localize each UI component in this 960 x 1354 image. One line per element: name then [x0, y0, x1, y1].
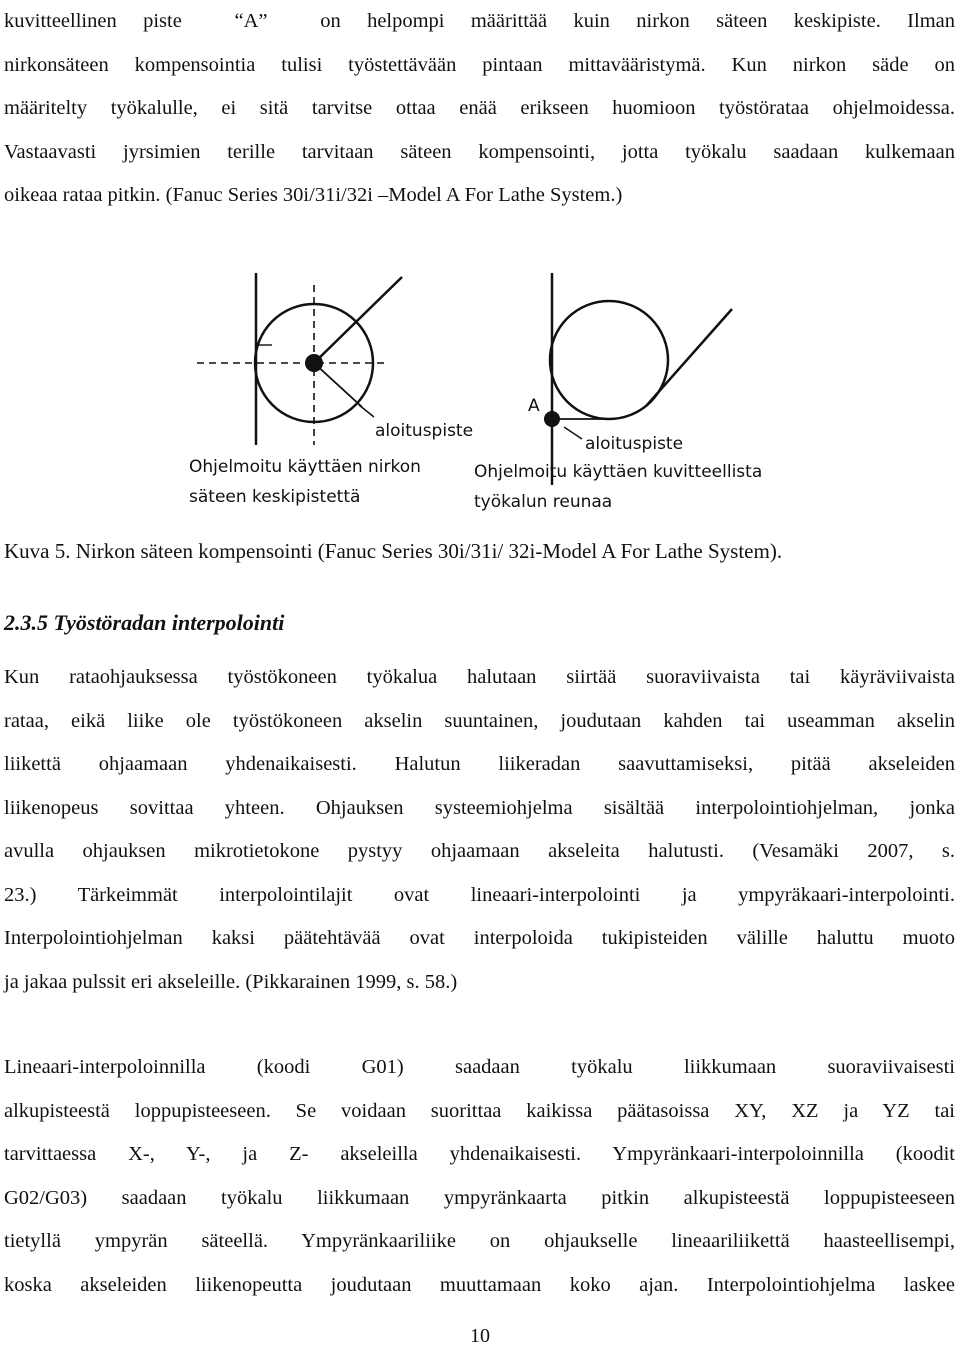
- left-start-label: aloituspiste: [375, 421, 474, 441]
- figure-caption: Kuva 5. Nirkon säteen kompensointi (Fanuc Series 30i/31i/ 32i-Model A For Lathe System).: [4, 539, 783, 563]
- center-point-marker: [305, 354, 323, 372]
- right-caption-line-1: Ohjelmoitu käyttäen kuvitteellista: [474, 462, 763, 482]
- left-caption-line-1: Ohjelmoitu käyttäen nirkon: [189, 457, 421, 477]
- left-caption-line-2: säteen keskipistettä: [189, 487, 361, 507]
- radius-line: [314, 363, 362, 407]
- point-a-label: A: [528, 396, 540, 416]
- text-line: Kun rataohjauksessa työstökoneen työkalua halutaan siirtää suoraviivaista tai käyräviivaista: [4, 666, 955, 688]
- text-line: rataa, eikä liike ole työstökoneen akselin suuntainen, joudutaan kahden tai useamman akselin: [4, 709, 955, 732]
- paragraph-interpolation: [4, 656, 955, 1004]
- tool-slanted-edge: [647, 309, 732, 405]
- right-caption-line-2: työkalun reunaa: [474, 492, 613, 512]
- text-line: Vastaavasti jyrsimien terille tarvitaan säteen kompensointi, jotta työkalu saadaan kulkemaan: [4, 140, 955, 163]
- page-number: 10: [470, 1325, 490, 1347]
- text-line: koska akseleiden liikenopeutta joudutaan muuttamaan koko ajan. Interpolointiohjelma laskee: [4, 1273, 955, 1296]
- text-line: tietyllä ympyrän säteellä. Ympyränkaariliike on ohjaukselle lineaariliikettä haasteellisempi,: [4, 1230, 955, 1252]
- text-line: 23.) Tärkeimmät interpolointilajit ovat lineaari-interpolointi ja ympyräkaari-interpolointi.: [4, 883, 955, 906]
- text-line: oikeaa rataa pitkin. (Fanuc Series 30i/31i/32i –Model A For Lathe System.): [4, 184, 623, 206]
- paragraph-intro: [4, 0, 955, 218]
- text-line: liikettä ohjaamaan yhdenaikaisesti. Halutun liikeradan saavuttamiseksi, pitää akseleiden: [4, 753, 955, 775]
- leader-line: [564, 427, 582, 439]
- text-line: alkupisteestä loppupisteeseen. Se voidaan suorittaa kaikissa päätasoissa XY, XZ ja YZ tai: [4, 1099, 955, 1122]
- text-line: tarvittaessa X-, Y-, ja Z- akseleilla yhdenaikaisesti. Ympyränkaari-interpoloinnilla (koodit: [4, 1143, 955, 1165]
- text-line: Lineaari-interpoloinnilla (koodi G01) saadaan työkalu liikkumaan suoraviivaisesti: [4, 1056, 955, 1078]
- text-line: Interpolointiohjelman kaksi päätehtävää ovat interpoloida tukipisteiden välille haluttu muoto: [4, 927, 955, 949]
- text-line: kuvitteellinen piste “A” on helpompi määrittää kuin nirkon säteen keskipiste. Ilman: [4, 10, 955, 32]
- text-line: avulla ohjauksen mikrotietokone pystyy ohjaamaan akseleita halutusti. (Vesamäki 2007, s.: [4, 840, 955, 862]
- tool-slanted-edge: [314, 277, 402, 363]
- left-diagram: [197, 273, 402, 445]
- section-heading: 2.3.5 Työstöradan interpolointi: [4, 610, 285, 635]
- text-line: G02/G03) saadaan työkalu liikkumaan ympyränkaarta pitkin alkupisteestä loppupisteeseen: [4, 1186, 955, 1209]
- text-line: määritelty työkalulle, ei sitä tarvitse ottaa enää erikseen huomioon työstörataa ohjelmoidessa.: [4, 97, 955, 119]
- paragraph-linear-circular: [4, 1046, 955, 1307]
- text-line: liikenopeus sovittaa yhteen. Ohjauksen systeemiohjelma sisältää interpolointiohjelman, jonka: [4, 796, 955, 819]
- text-line: nirkonsäteen kompensointia tulisi työstettävään pintaan mittavääristymä. Kun nirkon säde on: [4, 53, 955, 76]
- text-line: ja jakaa pulssit eri akseleille. (Pikkarainen 1999, s. 58.): [4, 970, 458, 993]
- right-start-label: aloituspiste: [585, 434, 684, 454]
- nose-radius-figure: [172, 255, 792, 520]
- leader-line: [359, 405, 374, 417]
- imaginary-point-marker: [544, 411, 560, 427]
